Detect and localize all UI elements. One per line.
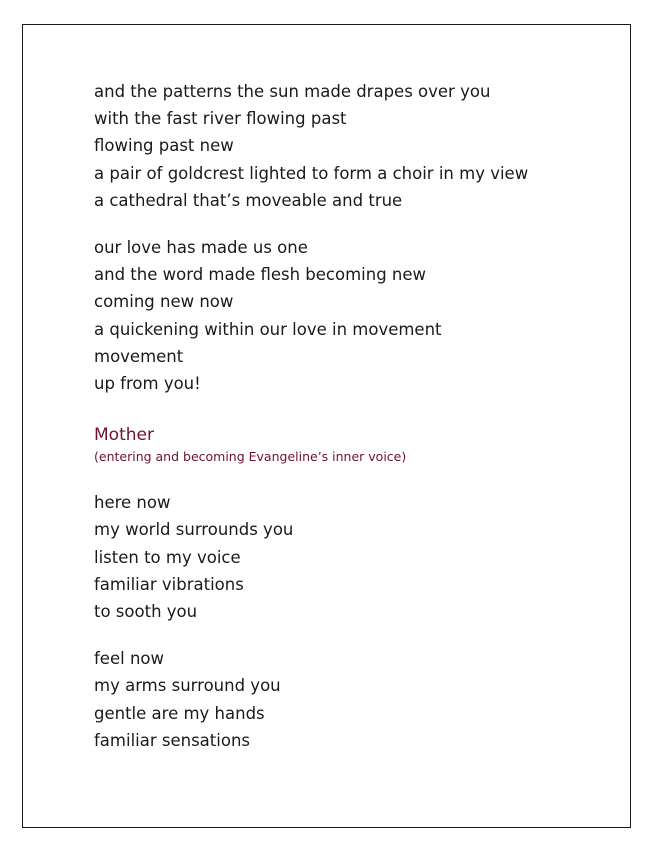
poem-line: a quickening within our love in movement bbox=[94, 319, 442, 339]
poem-line: and the patterns the sun made drapes over you bbox=[94, 82, 491, 101]
poem-line: here now bbox=[94, 493, 171, 513]
poem-line: a cathedral that’s moveable and true bbox=[94, 190, 403, 210]
poem-line: with the fast river flowing past bbox=[94, 109, 347, 129]
poem-line: to sooth you bbox=[94, 602, 198, 622]
poem-line: gentle are my hands bbox=[94, 703, 265, 723]
stanza-1 bbox=[94, 78, 614, 214]
document-page bbox=[22, 24, 631, 828]
poem-line: my world surrounds you bbox=[94, 520, 294, 540]
stanza-4 bbox=[94, 645, 614, 754]
poem-line: flowing past new bbox=[94, 136, 234, 156]
poem-line: coming new now bbox=[94, 292, 234, 312]
poem-line: and the word made flesh becoming new bbox=[94, 265, 427, 285]
poem-line: listen to my voice bbox=[94, 547, 241, 567]
poem-line: a pair of goldcrest lighted to form a choir in my view bbox=[94, 163, 529, 183]
poem-line: my arms surround you bbox=[94, 676, 281, 696]
poem-line: our love has made us one bbox=[94, 238, 308, 258]
poem-line: up from you! bbox=[94, 374, 201, 394]
poem-line: familiar vibrations bbox=[94, 574, 244, 594]
stanza-3 bbox=[94, 489, 614, 625]
poem-content bbox=[94, 78, 614, 754]
poem-line: feel now bbox=[94, 649, 164, 669]
poem-line: movement bbox=[94, 346, 184, 366]
speaker-name: Mother bbox=[94, 425, 154, 446]
stanza-2 bbox=[94, 234, 614, 397]
stage-direction: (entering and becoming Evangeline’s inner voice) bbox=[94, 449, 407, 465]
poem-line: familiar sensations bbox=[94, 730, 251, 750]
speaker-heading bbox=[94, 423, 614, 467]
